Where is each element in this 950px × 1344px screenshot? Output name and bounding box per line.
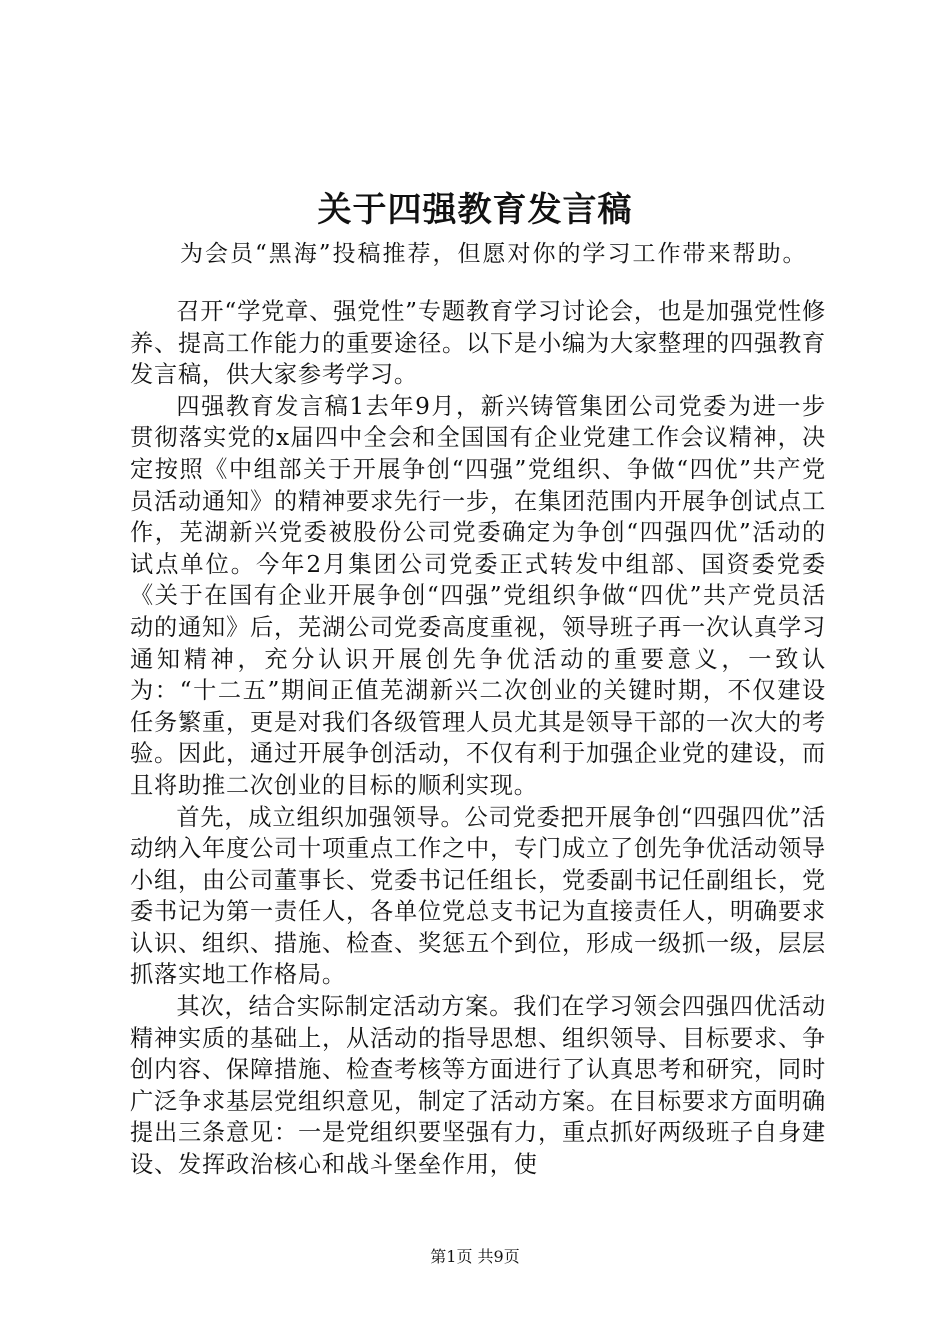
- paragraph-intro: 召开“学党章、强党性”专题教育学习讨论会，也是加强党性修养、提高工作能力的重要途径。以下是小编为大家整理的四强教育发言稿，供大家参考学习。: [130, 298, 826, 389]
- paragraph-second-point: 其次，结合实际制定活动方案。我们在学习领会四强四优活动精神实质的基础上，从活动的指导思想、组织领导、目标要求、争创内容、保障措施、检查考核等方面进行了认真思考和研究，同时广泛争求基层党组织意见，制定了活动方案。在目标要求方面明确提出三条意见：一是党组织要坚强有力，重点抓好两级班子自身建设、发挥政治核心和战斗堡垒作用，使: [130, 993, 826, 1179]
- document-body: [130, 296, 826, 1181]
- document-title: 关于四强教育发言稿: [317, 190, 633, 230]
- page-number-footer: 第1页 共9页: [430, 1247, 520, 1266]
- contribution-note: 为会员“黑海”投稿推荐，但愿对你的学习工作带来帮助。: [180, 241, 808, 267]
- paragraph-speech-1: 四强教育发言稿1去年9月，新兴铸管集团公司党委为进一步贯彻落实党的x届四中全会和全国国有企业党建工作会议精神，决定按照《中组部关于开展争创“四强”党组织、争做“四优”共产党员活动通知》的精神要求先行一步，在集团范围内开展争创试点工作，芜湖新兴党委被股份公司党委确定为争创“四强四优”活动的试点单位。今年2月集团公司党委正式转发中组部、国资委党委《关于在国有企业开展争创“四强”党组织争做“四优”共产党员活动的通知》后，芜湖公司党委高度重视，领导班子再一次认真学习通知精神，充分认识开展创先争优活动的重要意义，一致认为：“十二五”期间正值芜湖新兴二次创业的关键时期，不仅建设任务繁重，更是对我们各级管理人员尤其是领导干部的一次大的考验。因此，通过开展争创活动，不仅有利于加强企业党的建设，而且将助推二次创业的目标的顺利实现。: [130, 392, 826, 799]
- paragraph-first-point: 首先，成立组织加强领导。公司党委把开展争创“四强四优”活动纳入年度公司十项重点工作之中，专门成立了创先争优活动领导小组，由公司董事长、党委书记任组长，党委副书记任副组长，党委书记为第一责任人，各单位党总支书记为直接责任人，明确要求认识、组织、措施、检查、奖惩五个到位，形成一级抓一级，层层抓落实地工作格局。: [130, 803, 826, 989]
